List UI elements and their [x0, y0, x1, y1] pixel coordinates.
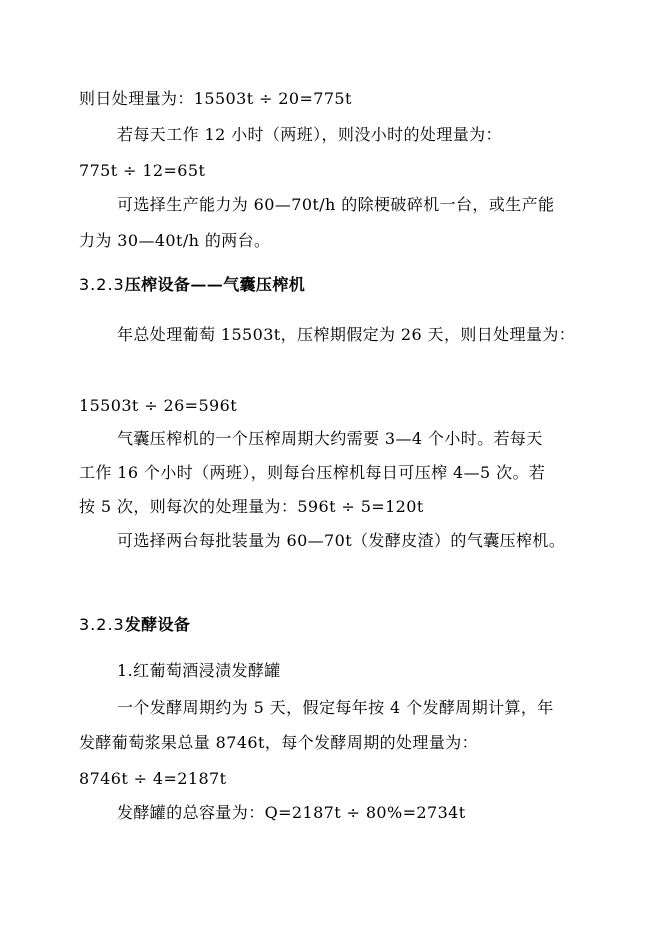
- formula-line: 775t ÷ 12=65t: [79, 161, 206, 180]
- formula-line: 15503t ÷ 26=596t: [79, 396, 238, 415]
- section-number: 3.2.3: [79, 275, 125, 294]
- paragraph-line: 工作 16 个小时（两班），则每台压榨机每日可压榨 4—5 次。若: [79, 463, 546, 482]
- paragraph-line: 按 5 次，则每次的处理量为：596t ÷ 5=120t: [79, 497, 424, 516]
- section-heading: [79, 615, 190, 635]
- section-heading: [79, 275, 305, 295]
- paragraph-line: 可选择生产能力为 60—70t/h 的除梗破碎机一台，或生产能: [117, 195, 555, 214]
- section-title: 压榨设备——气囊压榨机: [124, 275, 306, 294]
- section-number: 3.2.3: [79, 615, 125, 634]
- formula-line: 发酵罐的总容量为：Q=2187t ÷ 80%=2734t: [117, 803, 466, 822]
- paragraph-line: 气囊压榨机的一个压榨周期大约需要 3—4 个小时。若每天: [117, 429, 543, 448]
- paragraph-line: 发酵葡萄浆果总量 8746t，每个发酵周期的处理量为：: [79, 733, 479, 752]
- paragraph-line: 力为 30—40t/h 的两台。: [79, 231, 271, 250]
- paragraph-line: 年总处理葡萄 15503t，压榨期假定为 26 天，则日处理量为：: [117, 325, 576, 344]
- paragraph-line: 可选择两台每批装量为 60—70t（发酵皮渣）的气囊压榨机。: [117, 531, 566, 550]
- paragraph-line: 则日处理量为：15503t ÷ 20=775t: [79, 89, 352, 108]
- section-title: 发酵设备: [124, 615, 191, 634]
- list-item: 1.红葡萄酒浸渍发酵罐: [117, 661, 281, 680]
- paragraph-line: 若每天工作 12 小时（两班），则没小时的处理量为：: [117, 125, 502, 144]
- paragraph-line: 一个发酵周期约为 5 天，假定每年按 4 个发酵周期计算，年: [117, 698, 554, 717]
- formula-line: 8746t ÷ 4=2187t: [79, 769, 227, 788]
